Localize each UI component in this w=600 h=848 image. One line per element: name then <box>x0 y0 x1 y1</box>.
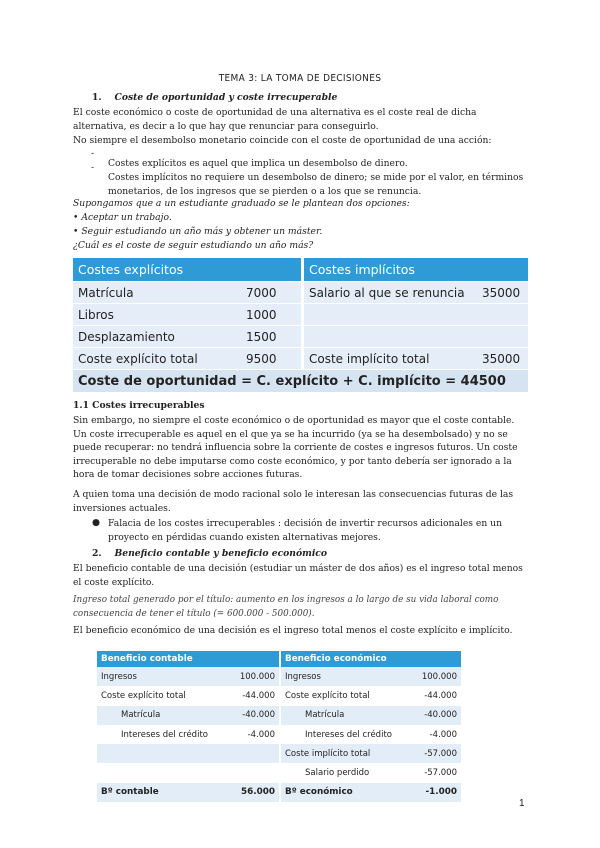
question: ¿Cuál es el coste de seguir estudiando un año más? <box>73 240 314 251</box>
section1-title: Coste de oportunidad y coste irrecuperable <box>114 92 338 103</box>
cell <box>304 304 477 326</box>
cell: Bº económico <box>281 783 399 802</box>
cell: 35000 <box>477 282 528 304</box>
cell <box>97 763 213 782</box>
cell: Coste implícito total <box>281 744 399 763</box>
cell <box>97 744 213 763</box>
cell <box>477 304 528 326</box>
cell: 1000 <box>241 304 301 326</box>
table-row <box>73 348 528 370</box>
cell <box>477 326 528 348</box>
cell: 56.000 <box>213 783 279 802</box>
subsection-1-1: 1.1 Costes irrecuperables <box>73 400 205 411</box>
option-2: • Seguir estudiando un año más y obtener un máster. <box>73 226 323 237</box>
cell: Matrícula <box>73 282 241 304</box>
cell: 100.000 <box>213 667 279 686</box>
cell <box>213 744 279 763</box>
cell: Ingresos <box>281 667 399 686</box>
section1-heading <box>92 92 337 103</box>
explicit-costs-header: Costes explícitos <box>73 258 301 282</box>
table-row <box>73 304 528 326</box>
cell <box>304 326 477 348</box>
cell: 35000 <box>477 348 528 370</box>
paragraph-rational: A quien toma una decisión de modo racional solo le interesan las consecuencias futuras de las inversiones actuales. <box>73 489 514 514</box>
cell: Coste explícito total <box>73 348 241 370</box>
table-row <box>97 763 461 782</box>
bullet-dot: ● <box>92 517 101 528</box>
opportunity-cost-total: Coste de oportunidad = C. explícito + C. implícito = 44500 <box>73 370 528 393</box>
profit-table <box>97 651 461 802</box>
paragraph-economic-profit: El beneficio económico de una decisión es el ingreso total menos el coste explícito e implícito. <box>73 625 513 636</box>
dash-bullet: - <box>91 148 95 159</box>
cell: Bº contable <box>97 783 213 802</box>
table-row <box>97 706 461 725</box>
accounting-profit-header: Beneficio contable <box>97 651 279 667</box>
cell: -4.000 <box>247 729 275 740</box>
option-1: • Aceptar un trabajo. <box>73 212 172 223</box>
section2-heading <box>92 548 327 559</box>
cell: -44.000 <box>242 690 275 701</box>
table-row <box>97 744 461 763</box>
paragraph-opportunity-cost: El coste económico o coste de oportunidad de una alternativa es el coste real de dicha alternativa, es decir a lo que hay que renunciar para conseguirlo. <box>73 107 477 132</box>
cell: Intereses del crédito <box>121 729 208 740</box>
cell: Desplazamiento <box>73 326 241 348</box>
dash-bullet: - <box>91 162 95 173</box>
cell: -40.000 <box>399 706 461 725</box>
section2-number: 2. <box>92 548 102 559</box>
cell: 7000 <box>241 282 301 304</box>
cell: Coste explícito total <box>285 690 370 701</box>
cell: Intereses del crédito <box>305 729 392 740</box>
cell: Ingresos <box>97 667 213 686</box>
cell: Libros <box>73 304 241 326</box>
page-number: 1 <box>519 798 525 809</box>
cell <box>213 763 279 782</box>
cell: -40.000 <box>213 706 279 725</box>
cell: -44.000 <box>424 690 457 701</box>
cell: 1500 <box>241 326 301 348</box>
paragraph-sunk-costs: Sin embargo, no siempre el coste económico o de oportunidad es mayor que el coste contable. Un coste irrecuperable es aquel en el que ya se ha incurrido (ya se ha desembolsado) y no se puede recuperar: no tendrá influencia sobre la corriente de costes e ingresos futuros. Un coste irrecuperable no debe imputarse como coste económico, y por tanto debería ser ignorado a la hora de tomar decisiones sobre acciones futuras. <box>73 415 518 481</box>
cell: -57.000 <box>399 744 461 763</box>
cell: 9500 <box>241 348 301 370</box>
page-title: TEMA 3: LA TOMA DE DECISIONES <box>218 73 382 84</box>
table-row <box>97 686 461 705</box>
economic-profit-header: Beneficio económico <box>281 651 461 667</box>
paragraph-monetary: No siempre el desembolso monetario coincide con el coste de oportunidad de una acción: <box>73 135 492 146</box>
cell: -57.000 <box>424 768 457 779</box>
cell: Salario perdido <box>305 768 370 779</box>
cell: Coste explícito total <box>101 690 186 701</box>
cell: Coste implícito total <box>304 348 477 370</box>
cell: -4.000 <box>429 729 457 740</box>
table-row <box>97 667 461 686</box>
costs-table <box>73 258 528 392</box>
paragraph-total-income: Ingreso total generado por el título: aumento en los ingresos a lo largo de su vida laboral como consecuencia de tener el título (= 600.000 - 500.000). <box>73 595 499 619</box>
table-total-row <box>73 370 528 393</box>
table-row <box>73 282 528 304</box>
paragraph-accounting-profit: El beneficio contable de una decisión (estudiar un máster de dos años) es el ingreso total menos el coste explícito. <box>73 563 523 588</box>
table-row <box>97 725 461 744</box>
section2-title: Beneficio contable y beneficio económico <box>114 548 328 559</box>
cell: Matrícula <box>281 706 399 725</box>
cell: Salario al que se renuncia <box>304 282 477 304</box>
table-row <box>73 326 528 348</box>
section1-number: 1. <box>92 92 102 103</box>
bullet-implicit-costs: Costes implícitos no requiere un desembolso de dinero; se mide por el valor, en términos monetarios, de los ingresos que se pierden o a los que se renuncia. <box>108 172 524 197</box>
example-intro: Supongamos que a un estudiante graduado se le plantean dos opciones: <box>73 198 410 209</box>
bullet-fallacy: Falacia de los costes irrecuperables : decisión de invertir recursos adicionales en un proyecto en pérdidas cuando existen alternativas mejores. <box>108 518 503 543</box>
cell: -1.000 <box>399 783 461 802</box>
cell: Matrícula <box>97 706 213 725</box>
cell: 100.000 <box>399 667 461 686</box>
implicit-costs-header: Costes implícitos <box>304 258 528 282</box>
table-total-row <box>97 783 461 802</box>
bullet-explicit-costs: Costes explícitos es aquel que implica un desembolso de dinero. <box>108 158 408 170</box>
